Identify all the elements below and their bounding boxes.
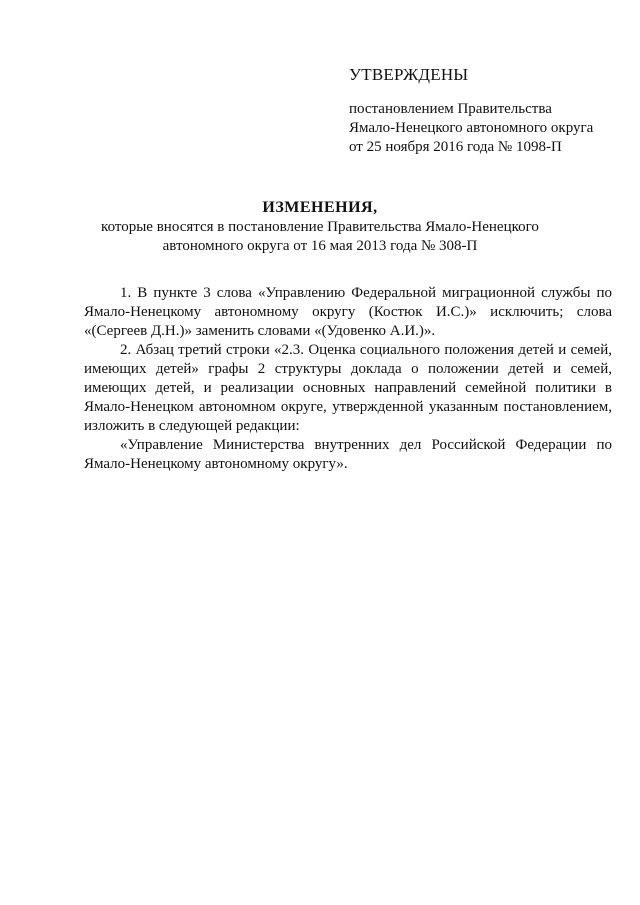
body-paragraph-2: 2. Абзац третий строки «2.3. Оценка социального положения детей и семей, имеющих детей» графы 2 структуры доклада о положении детей и семей, имеющих детей, и реализации основных направлений семейной политики в Ямало-Ненецком автономном округе, утвержденной указанным постановлением, изложить в следующей редакции: xyxy=(84,342,612,434)
body-paragraph-3: «Управление Министерства внутренних дел Российской Федерации по Ямало-Ненецкому автономному округу». xyxy=(84,437,612,472)
document-title: ИЗМЕНЕНИЯ, xyxy=(262,199,378,216)
approval-block xyxy=(349,64,619,157)
document-subtitle-line-1: которые вносятся в постановление Правительства Ямало-Ненецкого xyxy=(101,219,539,235)
document-title-block xyxy=(0,197,640,256)
approval-line-region: Ямало-Ненецкого автономного округа xyxy=(349,120,594,136)
approval-heading: УТВЕРЖДЕНЫ xyxy=(349,65,469,84)
document-subtitle-line-2: автономного округа от 16 мая 2013 года № 308-П xyxy=(162,238,478,254)
document-body xyxy=(84,284,612,474)
approval-line-resolution: постановлением Правительства xyxy=(349,101,552,117)
approval-line-date-number: от 25 ноября 2016 года № 1098-П xyxy=(349,139,562,155)
body-paragraph-1: 1. В пункте 3 слова «Управлению Федеральной миграционной службы по Ямало-Ненецкому автономному округу (Костюк И.С.)» исключить; слова «(Сергеев Д.Н.)» заменить словами «(Удовенко А.И.)». xyxy=(84,285,612,339)
